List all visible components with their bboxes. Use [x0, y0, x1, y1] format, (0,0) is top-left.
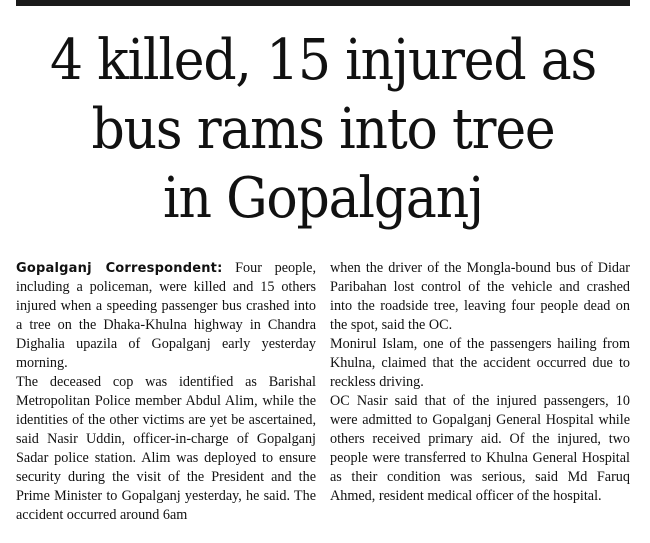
paragraph-text: Four people, including a policeman, were killed and 15 others injured when a speeding passenger bus crashed into a tree on the Dhaka-Khulna highway in Chandra Dighalia upazila of Gopalganj early yesterday morning. — [16, 260, 316, 371]
top-rule — [16, 0, 630, 6]
headline — [16, 26, 630, 233]
headline-line-1: 4 killed, 15 injured as — [49, 28, 597, 93]
paragraph: Monirul Islam, one of the passengers hailing from Khulna, claimed that the accident occurred due to reckless driving. — [330, 336, 630, 390]
article-body — [16, 259, 630, 543]
headline-line-2: bus rams into tree — [91, 97, 555, 163]
paragraph: The deceased cop was identified as Barishal Metropolitan Police member Abdul Alim, while the identities of the other victims are yet be ascertained, said Nasir Uddin, officer-in-charge of Gopalganj Sadar police station. Alim was deployed to ensure security during the visit of the President and the Prime Minister to Gopalganj yesterday, he said. The accident occurred around 6am — [16, 374, 316, 523]
headline-line-3: in Gopalganj — [163, 166, 483, 232]
paragraph: OC Nasir said that of the injured passengers, 10 were admitted to Gopalganj General Hospital while others received primary aid. Of the injured, two people were transferred to Khulna General Hospital as their condition was serious, said Md Faruq Ahmed, resident medical officer of the hospital. — [330, 393, 630, 504]
paragraph — [16, 259, 316, 373]
column-right — [330, 259, 630, 543]
column-left — [16, 259, 316, 543]
paragraph: when the driver of the Mongla-bound bus of Didar Paribahan lost control of the vehicle and crashed into the roadside tree, leaving four people dead on the spot, said the OC. — [330, 260, 630, 333]
byline: Gopalganj Correspondent: — [16, 261, 223, 276]
